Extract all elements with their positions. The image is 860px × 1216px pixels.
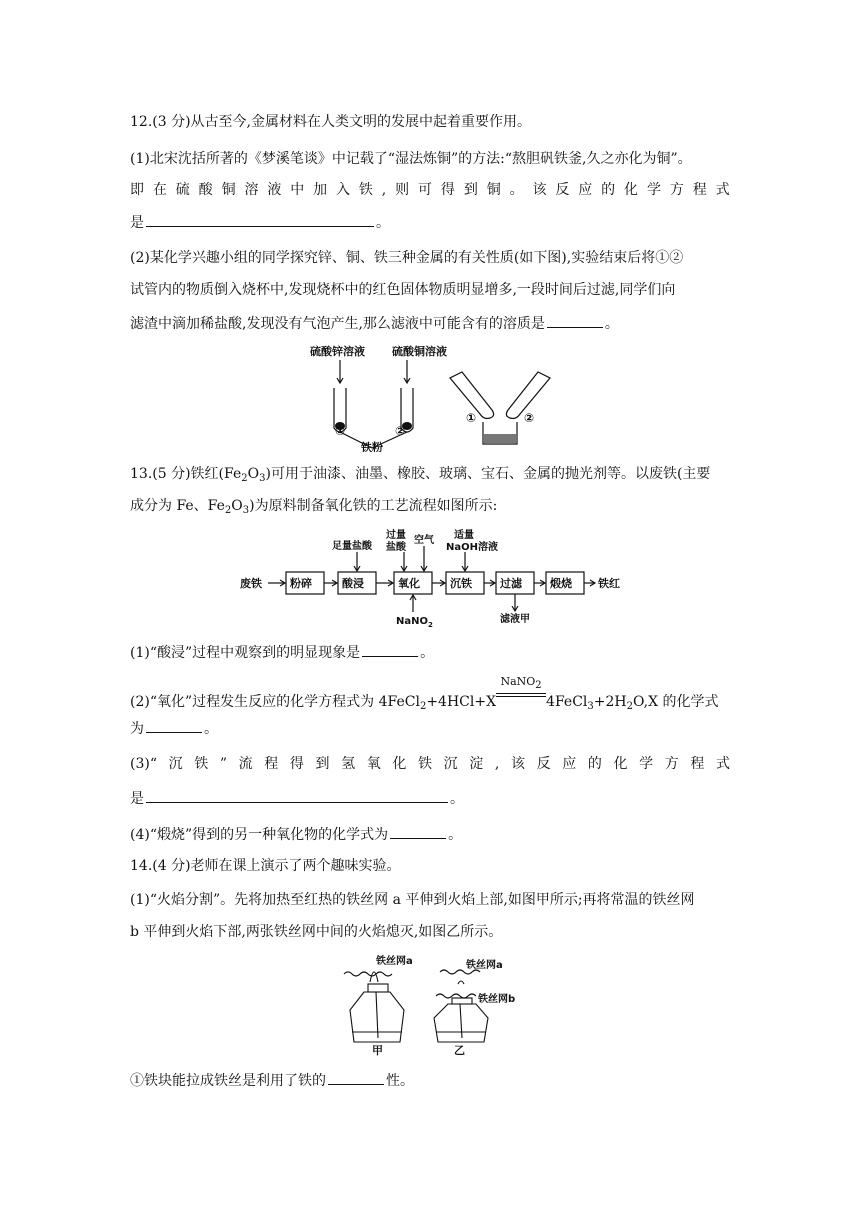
- q13-line3-char: ,: [494, 756, 500, 772]
- q13-part2-line1: [130, 675, 719, 712]
- q13-line3-char: 式: [716, 756, 730, 772]
- q12-line2-char: 铁: [358, 182, 373, 198]
- label-mesh-a-yi: 铁丝网a: [466, 960, 503, 971]
- wick-yi: [460, 1004, 462, 1038]
- q12-line2-char: 方: [669, 182, 684, 198]
- q13-answer-blank-4[interactable]: [390, 824, 446, 839]
- label-copper-sulfate: 硫酸铜溶液: [392, 345, 447, 358]
- q13-sub-3: 3: [259, 473, 266, 484]
- q12-part1-suffix: 。: [376, 215, 390, 231]
- q13-flow-chart: [238, 526, 658, 628]
- flow-step-3: 氧化: [398, 577, 420, 590]
- q12-tube-figure: [300, 340, 580, 452]
- label-mesh-b-yi: 铁丝网b: [478, 994, 516, 1005]
- q12-stem: 12.(3 分)从古至今,金属材料在人类文明的发展中起着重要作用。: [130, 114, 531, 130]
- q14-part1-line2: b 平伸到火焰下部,两张铁丝网中间的火焰熄灭,如图乙所示。: [130, 924, 503, 940]
- flow-start: 废铁: [240, 577, 262, 590]
- q14-sub1: [130, 1070, 414, 1091]
- q13-line3-char: (3)“: [130, 756, 157, 772]
- flow-step-2: 酸浸: [342, 577, 364, 590]
- reagent-hcl-top: 过量: [386, 530, 406, 541]
- q13-line3-char: ”: [219, 756, 228, 772]
- q12-line2-char: 可: [418, 182, 433, 198]
- flow-step-6: 煅烧: [550, 577, 572, 590]
- reaction-condition: [496, 672, 546, 692]
- q13-eq-d: +2H: [593, 694, 627, 710]
- q13-sub-3b: 3: [242, 505, 250, 516]
- q13-eq-sub-2: 2: [419, 701, 427, 712]
- q13-line3-char: 学: [639, 756, 654, 772]
- q12-line2-char: 液: [267, 182, 282, 198]
- q13-line3-char: 该: [511, 756, 525, 772]
- q13-part4-suffix: 。: [448, 827, 463, 843]
- q12-line2-char: 加: [313, 182, 328, 198]
- flow-step-5: 过滤: [500, 577, 522, 590]
- condition-text: NaNO: [500, 675, 536, 688]
- burner-cap-jia: [368, 984, 388, 992]
- q13-stem2-a: 成分为 Fe、Fe: [130, 498, 225, 514]
- reagent-air: 空气: [414, 535, 434, 546]
- eq-bar-1: [496, 693, 546, 694]
- q13-part4: [130, 824, 462, 845]
- tilted-tube-label-2: ②: [524, 411, 535, 425]
- q13-stem-line1: [130, 464, 710, 484]
- q13-part3-suffix: 。: [450, 791, 464, 807]
- filtrate-a: 滤液甲: [500, 614, 530, 625]
- q13-line3-char: 到: [315, 756, 330, 772]
- q12-line2-char: 。: [509, 182, 524, 198]
- q13-stem-b: O: [247, 466, 260, 482]
- q13-eq-sub-2b: 2: [626, 701, 633, 712]
- q13-stem2-b: O: [231, 498, 243, 514]
- q13-part1-prefix: (1)“酸浸”过程中观察到的明显现象是: [130, 645, 361, 661]
- q13-part3-line2: [130, 788, 464, 809]
- reagent-nano2: NaNO$_2$: [396, 616, 433, 628]
- mesh-b-yi: [436, 994, 476, 998]
- q13-line3-char: 应: [562, 756, 577, 772]
- q12-part2-line2: 试管内的物质倒入烧杯中,发现烧杯中的红色固体物质明显增多,一段时间后过滤,同学们向: [130, 282, 676, 298]
- q13-answer-blank-1[interactable]: [362, 642, 418, 657]
- q12-line2-char: 硫: [175, 182, 190, 198]
- q13-line3-char: 铁: [418, 756, 433, 772]
- q12-line2-char: ,: [381, 182, 387, 198]
- tube-label-2: ②: [395, 424, 406, 438]
- q14-flame-figure: [340, 952, 530, 1056]
- q12-line2-char: 在: [152, 182, 167, 198]
- q13-line3-char: 氧: [366, 756, 381, 772]
- q13-eq-a: (2)“氧化”过程发生反应的化学方程式为 4FeCl: [130, 694, 420, 710]
- q12-part2-prefix: 滤渣中滴加稀盐酸,发现没有气泡产生,那么滤液中可能含有的溶质是: [130, 316, 545, 332]
- q13-answer-blank-2[interactable]: [146, 718, 202, 733]
- flame-yi-top: [458, 981, 464, 984]
- q14-sub1-prefix: ①铁块能拉成铁丝是利用了铁的: [130, 1073, 326, 1089]
- q13-eq-e: O,X 的化学式: [633, 694, 719, 710]
- q12-line2-char: 到: [463, 182, 478, 198]
- q13-eq-b: +4HCl+X: [426, 694, 497, 710]
- q12-line2-char: 学: [646, 182, 661, 198]
- q12-part2-line1: (2)某化学兴趣小组的同学探究锌、铜、铁三种金属的有关性质(如下图),实验结束后将①②: [130, 250, 684, 266]
- label-jia: 甲: [372, 1044, 383, 1056]
- q13-stem-c: )可用于油漆、油墨、橡胶、玻璃、宝石、金属的抛光剂等。以废铁(主要: [265, 466, 711, 482]
- q13-part2-prefix: 为: [130, 721, 144, 737]
- q12-line2-char: 式: [715, 182, 730, 198]
- q12-part1-line3: [130, 212, 390, 233]
- q12-part1-line2: [130, 180, 730, 200]
- q12-part2-suffix: 。: [604, 316, 619, 332]
- mesh-a-jia: [344, 972, 392, 976]
- label-zinc-sulfate: 硫酸锌溶液: [310, 345, 365, 358]
- reagent-hcl-bottom: 盐酸: [386, 542, 406, 553]
- q12-line2-char: 中: [290, 182, 305, 198]
- q12-line2-char: 反: [555, 182, 570, 198]
- reaction-condition-arrow: [496, 675, 546, 706]
- q13-part1-suffix: 。: [420, 645, 435, 661]
- q13-answer-blank-3[interactable]: [146, 788, 448, 803]
- condition-sub: 2: [535, 680, 542, 691]
- q13-sub-2b: 2: [224, 505, 232, 516]
- eq-bar-2: [496, 696, 546, 697]
- q13-line3-char: 化: [613, 756, 628, 772]
- q14-sub1-suffix: 性。: [386, 1073, 414, 1089]
- q12-line2-char: 化: [624, 182, 639, 198]
- burner-cap-yi: [452, 998, 472, 1004]
- beaker-liquid: [484, 434, 516, 443]
- q13-part2-suffix: 。: [204, 721, 218, 737]
- q13-line3-char: 氢: [341, 756, 356, 772]
- q13-line3-char: 沉: [168, 756, 183, 772]
- q13-eq-sub-3: 3: [587, 701, 594, 712]
- q13-part1: [130, 642, 434, 663]
- q12-line2-char: 溶: [244, 182, 259, 198]
- q12-line2-char: 铜: [486, 182, 501, 198]
- q13-part4-prefix: (4)“煅烧”得到的另一种氧化物的化学式为: [130, 827, 389, 843]
- q12-part1-prefix: 是: [130, 215, 144, 231]
- q12-line2-char: 应: [578, 182, 593, 198]
- q13-line3-char: 程: [690, 756, 705, 772]
- q13-part2-line2: [130, 718, 218, 739]
- q13-stem2-c: )为原料制备氧化铁的工艺流程如图所示:: [249, 498, 498, 514]
- q13-stem-a: 13.(5 分)铁红(Fe: [130, 466, 242, 482]
- q13-line3-char: 沉: [443, 756, 458, 772]
- q12-line2-char: 铜: [221, 182, 236, 198]
- q13-line3-char: 方: [664, 756, 679, 772]
- reagent-naoh-top: 适量: [454, 530, 474, 541]
- q13-line3-char: 的: [587, 756, 602, 772]
- q13-line3-char: 得: [289, 756, 304, 772]
- flow-step-1: 粉碎: [290, 577, 312, 590]
- q14-part1-line1: (1)“火焰分割”。先将加热至红热的铁丝网 a 平伸到火焰上部,如图甲所示;再将常温的铁丝网: [130, 892, 695, 908]
- q12-answer-blank-2[interactable]: [547, 313, 603, 328]
- q13-line3-char: 程: [264, 756, 279, 772]
- q13-part3-prefix: 是: [130, 791, 144, 807]
- q13-line3-char: 反: [536, 756, 551, 772]
- q12-part1-line1: (1)北宋沈括所著的《梦溪笔谈》中记载了“湿法炼铜”的方法:“熬胆矾铁釜,久之亦化为铜”。: [130, 151, 692, 167]
- q14-stem: 14.(4 分)老师在课上演示了两个趣味实验。: [130, 858, 401, 874]
- q12-line2-char: 则: [395, 182, 410, 198]
- q12-part2-line3: [130, 313, 619, 334]
- q13-line3-char: 铁: [194, 756, 209, 772]
- label-yi: 乙: [454, 1044, 465, 1056]
- q13-stem-line2: [130, 496, 497, 516]
- tube-label-1: ①: [335, 424, 346, 438]
- q13-eq-c: 4FeCl: [546, 694, 588, 710]
- q13-part3-line1: [130, 754, 730, 774]
- q12-line2-char: 入: [336, 182, 351, 198]
- q12-line2-char: 的: [601, 182, 616, 198]
- q13-line3-char: 流: [238, 756, 253, 772]
- wick-jia: [376, 992, 378, 1038]
- q12-line2-char: 即: [130, 182, 144, 198]
- q13-line3-char: 淀: [469, 756, 484, 772]
- q13-sub-2: 2: [241, 473, 248, 484]
- label-iron-powder: 铁粉: [361, 441, 383, 452]
- label-mesh-a-jia: 铁丝网a: [376, 956, 413, 967]
- q14-answer-blank-1[interactable]: [328, 1070, 384, 1085]
- flow-end: 铁红: [598, 577, 620, 590]
- tilted-tube-label-1: ①: [466, 411, 477, 425]
- reagent-naoh-bottom: NaOH溶液: [446, 542, 498, 553]
- q12-line2-char: 该: [532, 182, 547, 198]
- q13-line3-char: 化: [392, 756, 407, 772]
- q12-line2-char: 酸: [198, 182, 213, 198]
- reagent-excess-hcl: 足量盐酸: [332, 541, 372, 552]
- q12-line2-char: 得: [440, 182, 455, 198]
- q12-line2-char: 程: [692, 182, 707, 198]
- flow-step-4: 沉铁: [450, 577, 472, 590]
- q12-answer-blank-1[interactable]: [146, 212, 374, 227]
